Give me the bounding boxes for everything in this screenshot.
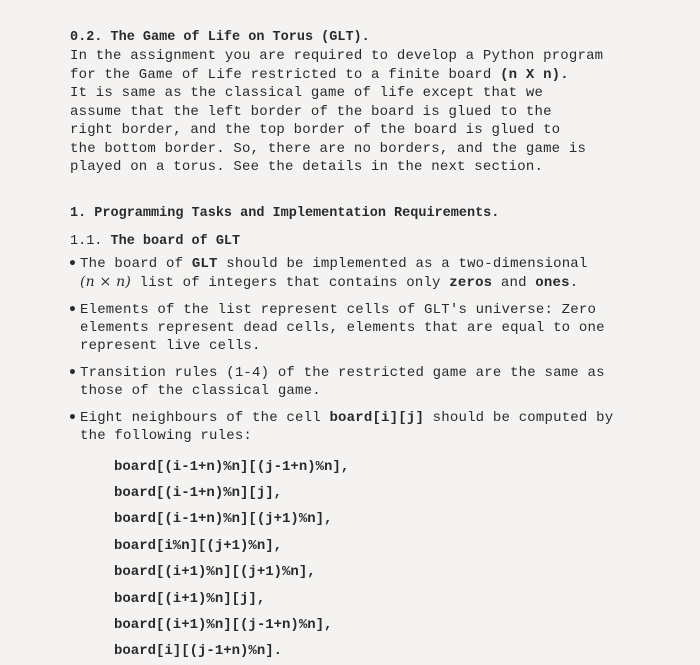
- intro-paragraph: [70, 47, 660, 177]
- intro-line-4: assume that the left border of the board is glued to the: [70, 103, 552, 120]
- intro-line-7: played on a torus. See the details in the next section.: [70, 159, 544, 175]
- bullet-icon: •: [68, 301, 78, 318]
- b1-text-2: should be implemented as a two-dimensional: [217, 255, 588, 272]
- b1-math: (n × n): [80, 273, 131, 290]
- rule-line: board[(i+1)%n][(j-1+n)%n],: [114, 616, 333, 633]
- intro-line-3: It is same as the classical game of life except that we: [70, 85, 544, 101]
- b2-line-2: elements represent dead cells, elements that are equal to one: [80, 319, 605, 336]
- b1-end: .: [569, 274, 579, 291]
- intro-line-1: In the assignment you are required to develop a Python program: [70, 48, 604, 64]
- section-programming-tasks: [70, 203, 660, 665]
- rule-line: board[(i-1+n)%n][(j-1+n)%n],: [114, 458, 350, 475]
- b2-line-3: represent live cells.: [80, 337, 261, 354]
- b1-ones: ones: [535, 274, 570, 291]
- rule-line: board[i][(j-1+n)%n].: [114, 643, 283, 660]
- b1-text-1: The board of: [80, 255, 192, 272]
- b4-text-1: Eight neighbours of the cell: [80, 409, 330, 426]
- rule-line: board[i%n][(j+1)%n],: [114, 537, 283, 554]
- list-item: [70, 255, 660, 292]
- b3-line-1: Transition rules (1-4) of the restricted game are the same as: [80, 364, 605, 381]
- b1-text-3: list of integers that contains only: [131, 274, 450, 291]
- subsection-label: The board of GLT: [110, 233, 241, 249]
- intro-line-2: [70, 66, 660, 85]
- b1-zeros: zeros: [449, 274, 493, 291]
- intro-line-2-text: for the Game of Life restricted to a finite board: [70, 66, 501, 83]
- bullet-icon: •: [68, 255, 78, 272]
- b1-and: and: [492, 274, 536, 291]
- b4-cell: board[i][j]: [329, 409, 425, 426]
- requirements-list: [70, 255, 660, 445]
- b2-line-1: Elements of the list represent cells of GLT's universe: Zero: [80, 301, 597, 318]
- subsection-title: [70, 231, 660, 253]
- board-size: (n X n).: [500, 66, 569, 83]
- rule-line: board[(i-1+n)%n][(j+1)%n],: [114, 511, 333, 528]
- bullet-icon: •: [68, 409, 78, 426]
- b3-line-2: those of the classical game.: [80, 382, 321, 399]
- neighbour-rules: [70, 454, 660, 665]
- list-item: [70, 364, 660, 400]
- rule-line: board[(i+1)%n][j],: [114, 590, 266, 607]
- section-title: 1. Programming Tasks and Implementation Requirements.: [70, 205, 500, 221]
- rule-line: board[(i+1)%n][(j+1)%n],: [114, 564, 316, 581]
- list-item: [70, 301, 660, 355]
- bullet-icon: •: [68, 364, 78, 381]
- subsection-number: 1.1.: [70, 233, 103, 249]
- intro-heading: 0.2. The Game of Life on Torus (GLT).: [70, 30, 370, 45]
- intro-line-6: the bottom border. So, there are no borders, and the game is: [70, 140, 587, 157]
- list-item: [70, 409, 660, 445]
- b4-line-2: the following rules:: [80, 427, 253, 444]
- b4-text-2: should be computed by: [424, 409, 614, 426]
- rule-line: board[(i-1+n)%n][j],: [114, 484, 283, 501]
- b1-glt: GLT: [191, 255, 218, 272]
- intro-line-5: right border, and the top border of the board is glued to: [70, 122, 561, 138]
